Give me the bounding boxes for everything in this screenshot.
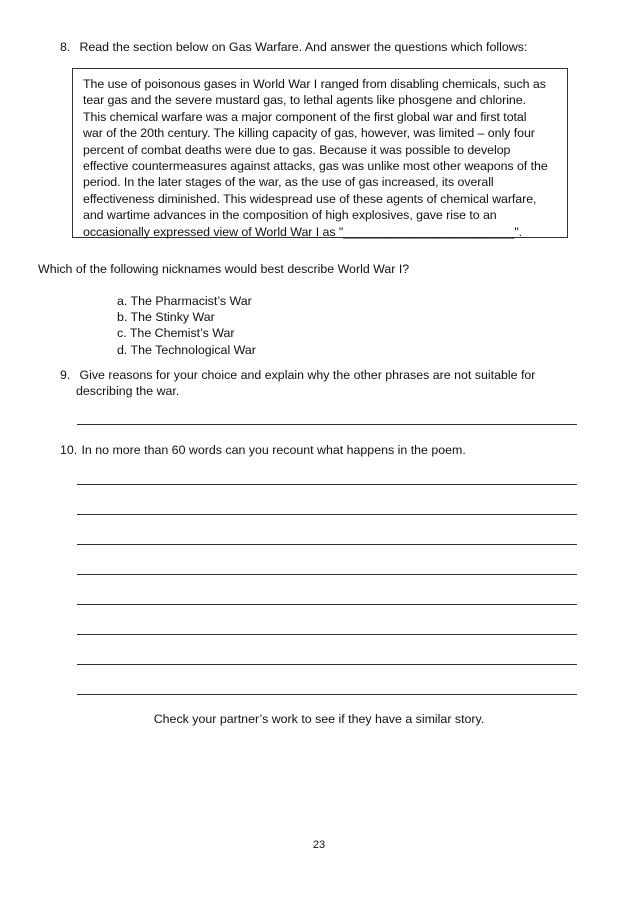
passage-line: The use of poisonous gases in World War I ranged from disabling chemicals, such as [83,77,546,91]
answer-line[interactable] [77,634,577,635]
footer-note: Check your partner’s work to see if they have a similar story. [153,712,485,726]
question-number: 10. [60,443,78,457]
answer-line[interactable] [77,664,577,665]
passage-line: effective countermeasures against attacks, gas was unlike most other weapons of the [83,159,548,174]
question-text: In no more than 60 words can you recount what happens in the poem. [81,443,466,457]
passage-line: period. In the later stages of the war, as the use of gas increased, its overall [83,175,494,190]
answer-line[interactable] [77,694,577,695]
option-b: b. The Stinky War [117,310,215,325]
answer-line[interactable] [77,574,577,575]
question-number: 8. [60,40,71,54]
passage-line: occasionally expressed view of World War I as "_________________________". [83,224,523,239]
option-c: c. The Chemist’s War [117,326,235,341]
passage-line: tear gas and the severe mustard gas, to lethal agents like phosgene and chlorine. [83,93,526,108]
followup-question: Which of the following nicknames would best describe World War I? [38,262,410,276]
passage-line: war of the 20th century. The killing capacity of gas, however, was limited – only four [83,126,535,141]
answer-line[interactable] [77,604,577,605]
page-number: 23 [312,839,326,851]
passage-line: This chemical warfare was a major component of the first global war and first total [83,109,527,124]
option-a: a. The Pharmacist’s War [117,294,252,308]
question-number: 9. [60,368,71,382]
question-9-continued: describing the war. [76,384,180,398]
answer-line[interactable] [77,424,577,425]
question-10 [60,443,466,457]
passage-box [72,68,568,238]
question-8 [60,40,527,54]
question-text: Give reasons for your choice and explain why the other phrases are not suitable for [79,368,536,382]
question-text: Read the section below on Gas Warfare. And answer the questions which follows: [79,40,528,54]
question-9 [60,368,535,382]
answer-line[interactable] [77,484,577,485]
answer-line[interactable] [77,514,577,515]
passage-line: effectiveness diminished. This widespread use of these agents of chemical warfare, [83,191,537,206]
answer-options [117,293,256,358]
option-d: d. The Technological War [117,342,256,357]
passage-line: percent of combat deaths were due to gas. Because it was possible to develop [83,142,511,157]
answer-line[interactable] [77,544,577,545]
passage-line: and wartime advances in the composition of high explosives, gave rise to an [83,208,497,223]
